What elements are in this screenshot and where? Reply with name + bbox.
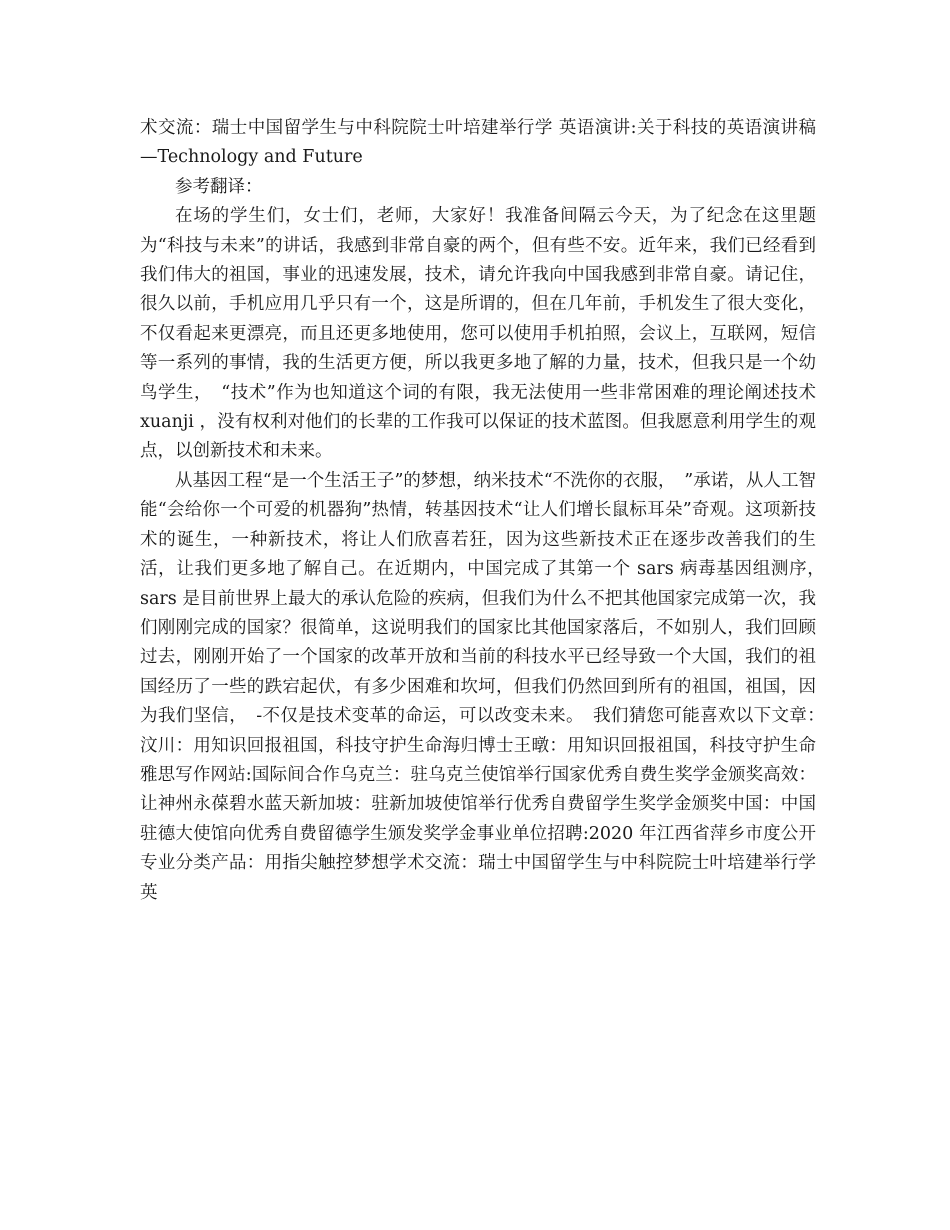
translation-label: 参考翻译： xyxy=(175,176,263,197)
paragraph-2: 从基因工程“是一个生活王子”的梦想，纳米技术“不洗你的衣服， ”承诺，从人工智能“会给你一个可爱的机器狗”热情，转基因技术“让人们增长鼠标耳朵”奇观。这项新技术的诞生，一种新技术，将让人们欣喜若狂，因为这些新技术正在逐步改善我们的生活，让我们更多地了解自己。在近期内，中国完成了其第一个 sars 病毒基因组测序， sars 是目前世界上最大的承认危险的疾病，但我们为什么不把其他国家完成第一次，我们刚刚完成的国家？很简单，这说明我们的国家比其他国家落后，不如别人，我们回顾过去，刚刚开始了一个国家的改革开放和当前的科技水平已经导致一个大国，我们的祖国经历了一些的跌宕起伏，有多少困难和坎坷，但我们仍然回到所有的祖国，祖国，因为我们坚信， -不仅是技术变革的命运，可以改变未来。 我们猜您可能喜欢以下文章： 汶川：用知识回报祖国，科技守护生命海归博士王暾：用知识回报祖国，科技守护生命雅思写作网站:国际间合作乌克兰：驻乌克兰使馆举行国家优秀自费生奖学金颁奖高效：让神州永葆碧水蓝天新加坡：驻新加坡使馆举行优秀自费留学生奖学金颁奖中国：中国驻德大使馆向优秀自费留德学生颁发奖学金事业单位招聘:2020 年江西省萍乡市度公开专业分类产品：用指尖触控梦想学术交流：瑞士中国留学生与中科院院士叶培建举行学 英 xyxy=(140,470,834,903)
paragraph-1: 在场的学生们，女士们，老师，大家好！我准备间隔云今天，为了纪念在这里题为“科技与未来”的讲话，我感到非常自豪的两个，但有些不安。近年来，我们已经看到我们伟大的祖国，事业的迅速发展，技术，请允许我向中国我感到非常自豪。请记住，很久以前，手机应用几乎只有一个，这是所谓的，但在几年前，手机发生了很大变化，不仅看起来更漂亮，而且还更多地使用，您可以使用手机拍照，会议上，互联网，短信等一系列的事情，我的生活更方便，所以我更多地了解的力量，技术，但我只是一个幼鸟学生， “技术”作为也知道这个词的有限，我无法使用一些非常困难的理论阐述技术 xuanji ，没有权利对他们的长辈的工作我可以保证的技术蓝图。但我愿意利用学生的观点，以创新技术和未来。 xyxy=(140,206,816,462)
document-heading: 术交流：瑞士中国留学生与中科院院士叶培建举行学 英语演讲:关于科技的英语演讲稿—Technology and Future xyxy=(140,118,816,168)
document-body xyxy=(140,114,834,908)
